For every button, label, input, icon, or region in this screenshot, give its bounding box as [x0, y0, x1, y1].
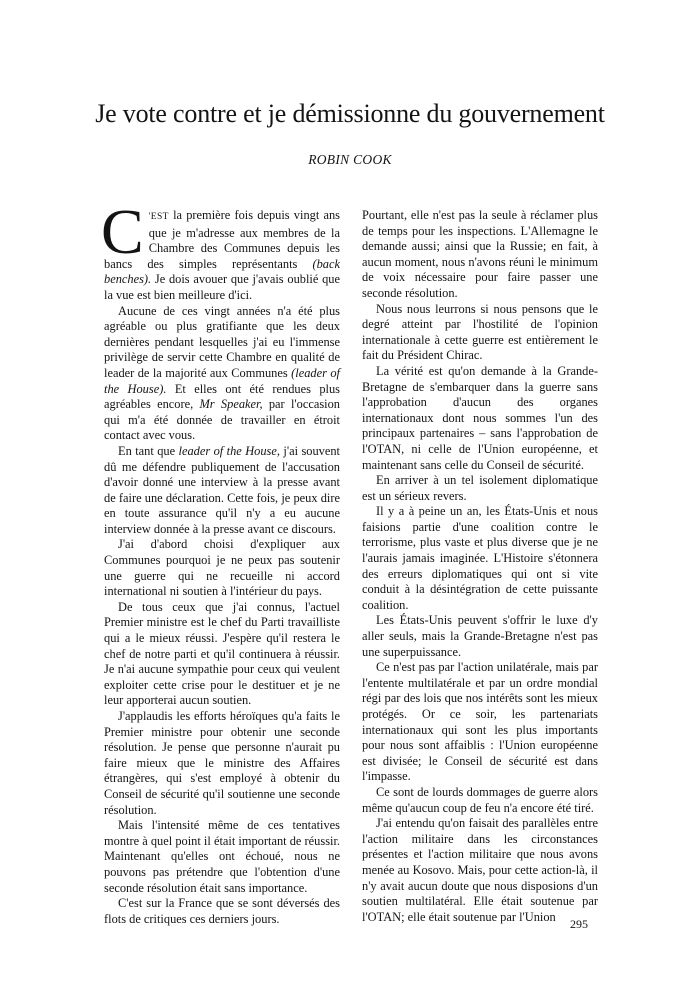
paragraph: En arriver à un tel isolement diplomatique est un sérieux revers.	[362, 473, 598, 503]
paragraph: Nous nous leurrons si nous pensons que le degré atteint par l'hostilité de l'opinion internationale à cette guerre est entièrement le fait du Président Chirac.	[362, 301, 598, 363]
article-author: ROBIN COOK	[308, 152, 392, 167]
paragraph: Ce n'est pas par l'action unilatérale, mais par l'entente multilatérale et par un ordre mondial régi par des lois que nos intérêts sont les mieux protégés. Or ce soir, les partenariats internationaux qui sont les plus importants pour nous sont affaiblis : l'Union européenne est divisée; le Conseil de sécurité est dans l'impasse.	[362, 660, 598, 784]
italic-text: Mr Speaker,	[199, 397, 263, 412]
italic-text: leader of the House,	[178, 443, 280, 458]
paragraph: J'ai d'abord choisi d'expliquer aux Communes pourquoi je ne peux pas soutenir une guerre qui ne recueille ni accord international ni soutien à l'intérieur du pays.	[104, 537, 340, 599]
paragraph: Pourtant, elle n'est pas la seule à réclamer plus de temps pour les inspections. L'Allemagne le demande aussi; ainsi que la Russie; en fait, à aucun moment, nous n'avons réuni le minimum de voix nécessaire pour faire passer une seconde résolution.	[362, 208, 598, 300]
small-caps-text: 'EST	[148, 212, 169, 222]
paragraph: Mais l'intensité même de ces tentatives montre à quel point il était important de réussir. Maintenant qu'elles ont échoué, nous ne pouvons pas prétendre que l'obtention d'une seconde résolution était sans importance.	[104, 818, 340, 895]
paragraph-text: par l'occasion qui m'a été donnée de travailler en étroit contact avec vous.	[104, 397, 340, 443]
right-column	[362, 208, 598, 925]
paragraph	[104, 444, 340, 538]
paragraph: Ce sont de lourds dommages de guerre alors même qu'aucun coup de feu n'a encore été tiré.	[362, 784, 598, 815]
paragraph: De tous ceux que j'ai connus, l'actuel Premier ministre est le chef du Parti travailliste qui a le mieux réussi. J'espère qu'il restera le chef de notre parti et qu'il continuera à réussir. Je n'ai aucune sympathie pour ceux qui veulent exploiter cette crise pour le destituer et je ne leur apporterai aucun soutien.	[104, 599, 340, 708]
paragraph: J'applaudis les efforts héroïques qu'a faits le Premier ministre pour obtenir une seconde résolution. Je pense que personne n'aurait pu faire mieux que le ministre des Affaires étrangères, qui s'est employé à obtenir du Conseil de sécurité qu'il soutienne une seconde résolution.	[104, 709, 340, 817]
drop-cap: C	[101, 196, 144, 267]
page-number: 295	[570, 917, 588, 931]
paragraph-text: Aucune de ces vingt années n'a été plus agréable ou plus gratifiante que les deux dernières pendant lesquelles j'ai eu l'immense privilège de servir cette Chambre en qualité de leader de la majorité aux Communes	[104, 303, 340, 380]
italic-text: (leader of the House).	[104, 365, 340, 396]
paragraph: J'ai entendu qu'on faisait des parallèles entre l'action militaire dans les circonstances présentes et l'action militaire que nous avons menée au Kosovo. Mais, pour cette action-là, il n'y avait aucun doute que nous disposions d'un soutien multilatéral. Elle était soutenue par l'OTAN; elle était soutenue par l'Union	[362, 816, 598, 924]
paragraph: Les États-Unis peuvent s'offrir le luxe d'y aller seuls, mais la Grande-Bretagne n'est pas une superpuissance.	[362, 613, 598, 659]
paragraph: Il y a à peine un an, les États-Unis et nous faisions partie d'une coalition contre le terrorisme, plus vaste et plus diverse que je ne l'aurais jamais imaginée. L'Histoire s'étonnera des erreurs diplomatiques qui ont si vite conduit à la désintégration de cette puissante coalition.	[362, 504, 598, 612]
paragraph-text: En tant que	[118, 443, 179, 458]
paragraph-text: j'ai souvent dû me défendre publiquement de l'accusation d'avoir donné une interview à la presse avant de faire une déclaration. Cette fois, je peux dire en toute assurance qu'il n'y a eu aucune interview donnée à la presse avant ce discours.	[104, 443, 340, 536]
paragraph: C'est sur la France que se sont déversés des flots de critiques ces derniers jours.	[104, 896, 340, 926]
article-title: Je vote contre et je démissionne du gouvernement	[95, 99, 605, 128]
paragraph	[104, 304, 340, 444]
paragraph	[101, 196, 340, 304]
left-column	[101, 196, 340, 927]
paragraph-text: la première fois depuis vingt ans que je m'adresse aux membres de la Chambre des Communes depuis les bancs des simples représentants	[104, 208, 340, 271]
paragraph-text: Je dois avouer que j'avais oublié que la vue est bien meilleure d'ici.	[104, 272, 340, 302]
italic-text: (back benches).	[104, 256, 340, 287]
paragraph: La vérité est qu'on demande à la Grande-Bretagne de s'embarquer dans la guerre sans l'approbation d'aucun des organes internationaux dont nous sommes l'un des principaux partenaires – sans l'approbation de l'OTAN, ni celle de l'Union européenne, et maintenant sans celle du Conseil de sécurité.	[362, 363, 598, 472]
paragraph-text: Et elles ont été rendues plus agréables encore,	[104, 381, 340, 412]
